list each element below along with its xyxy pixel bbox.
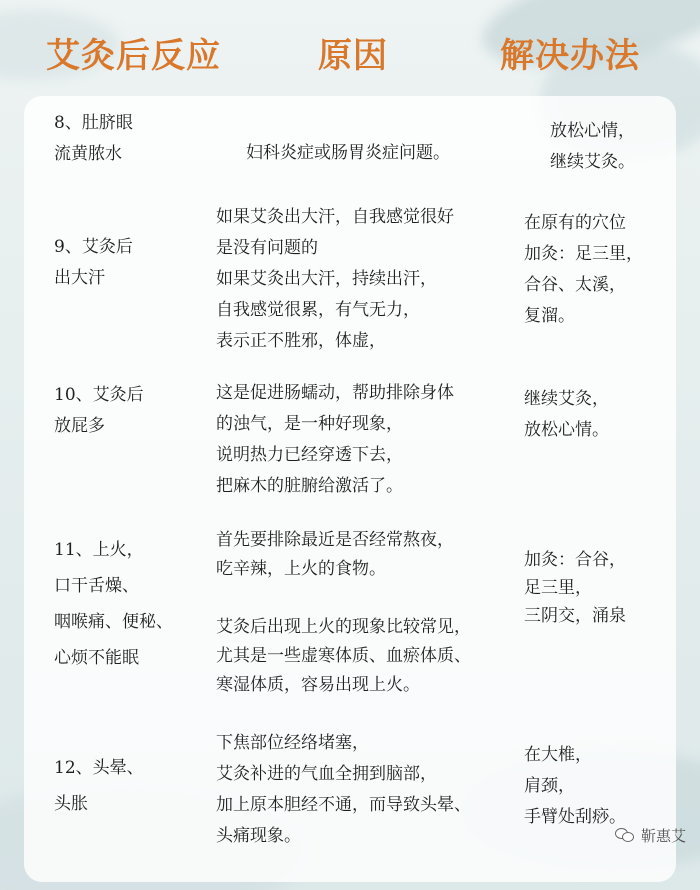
solution-cell: 继续艾灸， 放松心情。 [524,389,609,440]
cause-cell: 下焦部位经络堵塞， 艾灸补进的气血全拥到脑部， 加上原本胆经不通，而导致头晕、 头痛现象。 [216,733,471,846]
cause-cell: 首先要排除最近是否经常熬夜， 吃辛辣，上火的食物。 艾灸后出现上火的现象比较常见， 尤其是一些虚寒体质、血瘀体质、 寒湿体质，容易出现上火。 [216,530,471,695]
table-row [24,378,676,508]
wechat-icon [615,828,635,844]
content-card [24,96,676,882]
solution-cell: 放松心情， 继续艾灸。 [550,121,635,172]
reaction-cell: 8、肚脐眼 流黄脓水 [54,113,133,164]
solution-cell: 加灸：合谷， 足三里， 三阴交，涌泉 [524,550,626,626]
cause-cell: 这是促进肠蠕动，帮助排除身体 的浊气，是一种好现象， 说明热力已经穿透下去， 把麻木的脏腑给激活了。 [216,383,454,496]
table-row [24,526,676,696]
table-row [24,202,676,362]
solution-cell: 在大椎， 肩颈， 手臂处刮痧。 [524,745,626,827]
reaction-cell: 9、艾灸后 出大汗 [54,237,133,288]
cause-cell: 如果艾灸出大汗，自我感觉很好 是没有问题的 如果艾灸出大汗，持续出汗， 自我感觉很累，有气无力， 表示正不胜邪，体虚， [216,207,454,351]
reaction-cell: 10、艾灸后 放屁多 [54,385,144,436]
header-reaction: 艾灸后反应 [46,36,221,76]
solution-cell: 在原有的穴位 加灸：足三里， 合谷、太溪， 复溜。 [524,213,643,326]
header-cause: 原因 [318,36,388,76]
reaction-cell: 12、头晕、 头胀 [54,758,144,814]
header-solution: 解决办法 [500,36,640,76]
watermark [615,825,686,846]
cause-cell: 妇科炎症或肠胃炎症问题。 [246,143,450,163]
table-row [24,728,676,858]
watermark-text: 靳惠艾 [640,827,686,845]
reaction-cell: 11、上火， 口干舌燥、 咽喉痛、便秘、 心烦不能眠 [54,540,173,668]
table-row [24,108,676,188]
table-header [0,28,700,88]
